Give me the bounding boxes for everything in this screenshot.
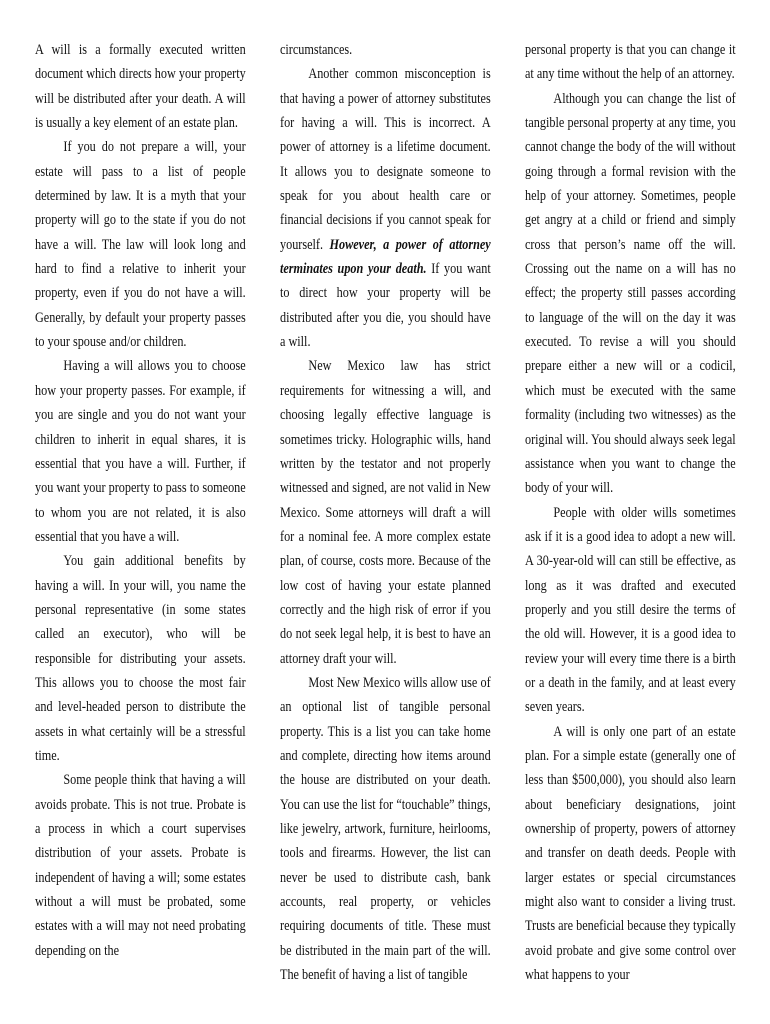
text-column-2 (280, 38, 491, 987)
paragraph-change-anytime: personal property is that you can change it at any time without the help of an attorney. (525, 42, 736, 83)
paragraph-will-definition: A will is a formally executed written document which directs how your property will be distributed after your death. A will is usually a key element of an estate plan. (35, 42, 246, 132)
poa-text-before: Another common misconception is that having a power of attorney substitutes for having a will. This is incorrect. A power of attorney is a lifetime document. It allows you to designate someone to speak for you about health care or financial decisions if you cannot speak for yourself. (280, 66, 491, 253)
paragraph-revise-will: Although you can change the list of tangible personal property at any time, you cannot change the body of the will without going through a formal revision with the help of your attorney. Sometimes, people get angry at a child or friend and simply cross that person’s name off the will. Crossing out the name on a will has no effect; the property still passes according to language of the will on the day it was executed. To revise a will you should prepare either a new will or a codicil, which must be executed with the same formality (including two witnesses) as the original will. You should always seek legal assistance when you want to change the body of your will. (525, 90, 736, 497)
poa-emphasis: However, a power of attorney terminates upon your death. (280, 236, 491, 278)
paragraph-additional-benefits: You gain additional benefits by having a will. In your will, you name the personal representative (in some states called an executor), who will be responsible for distributing your assets. This allows you to choose the most fair and level-headed person to distribute the assets in what certainly will be a stressful time. (35, 553, 246, 764)
paragraph-tangible-list: Most New Mexico wills allow use of an optional list of tangible personal property. This is a list you can take home and complete, directing how items around the house are distributed on your death. You can use the list for “touchable” things, like jewelry, artwork, furniture, heirlooms, tools and firearms. However, the list can never be used to distribute cash, bank accounts, real property, or vehicles requiring documents of title. These must be distributed in the main part of the will. The benefit of having a list of tangible (280, 674, 491, 984)
paragraph-circumstances: circumstances. (280, 42, 353, 58)
text-column-1 (35, 38, 246, 963)
paragraph-new-mexico-law: New Mexico law has strict requirements for witnessing a will, and choosing legally effective language is sometimes tricky. Holographic wills, hand written by the testator and not properly witnessed and signed, are not valid in New Mexico. Some attorneys will draft a will for a nominal fee. A more complex estate plan, of course, costs more. Because of the low cost of having your estate planned correctly and the high risk of error if you do not seek legal help, it is best to have an attorney draft your will. (280, 358, 491, 667)
paragraph-older-wills: People with older wills sometimes ask if it is a good idea to adopt a new will. A 30-year-old will can still be effective, as long as it was drafted and executed properly and you still desire the terms of the old will. However, it is a good idea to review your will every time there is a birth or a death in the family, and at least every seven years. (525, 504, 736, 716)
paragraph-no-will: If you do not prepare a will, your estate will pass to a list of people determined by law. It is a myth that your property will go to the state if you do not have a will. The law will look long and hard to find a relative to inherit your property, even if you do not have a will. Generally, by default your property passes to your spouse and/or children. (35, 139, 246, 351)
paragraph-estate-plan: A will is only one part of an estate plan. For a simple estate (generally one of less than $500,000), you should also learn about beneficiary designations, joint ownership of property, powers of attorney and transfer on death deeds. People with larger estates or special circumstances might also want to consider a living trust. Trusts are beneficial because they typically avoid probate and give some control over what happens to your (525, 723, 736, 984)
text-column-3 (525, 38, 736, 987)
paragraph-choose-how: Having a will allows you to choose how your property passes. For example, if you are single and you do not want your children to inherit in equal shares, it is essential that you have a will. Further, if you want your property to pass to someone to whom you are not related, it is also essential that you have a will. (35, 358, 246, 545)
poa-text-after: If you want to direct how your property will be distributed after you die, you should have a will. (280, 261, 491, 351)
paragraph-power-of-attorney (280, 62, 491, 354)
paragraph-probate: Some people think that having a will avoids probate. This is not true. Probate is a process in which a court supervises distribution of your assets. Probate is independent of having a will; some estates without a will must be probated, some estates with a will may not need probating depending on the (35, 772, 246, 959)
